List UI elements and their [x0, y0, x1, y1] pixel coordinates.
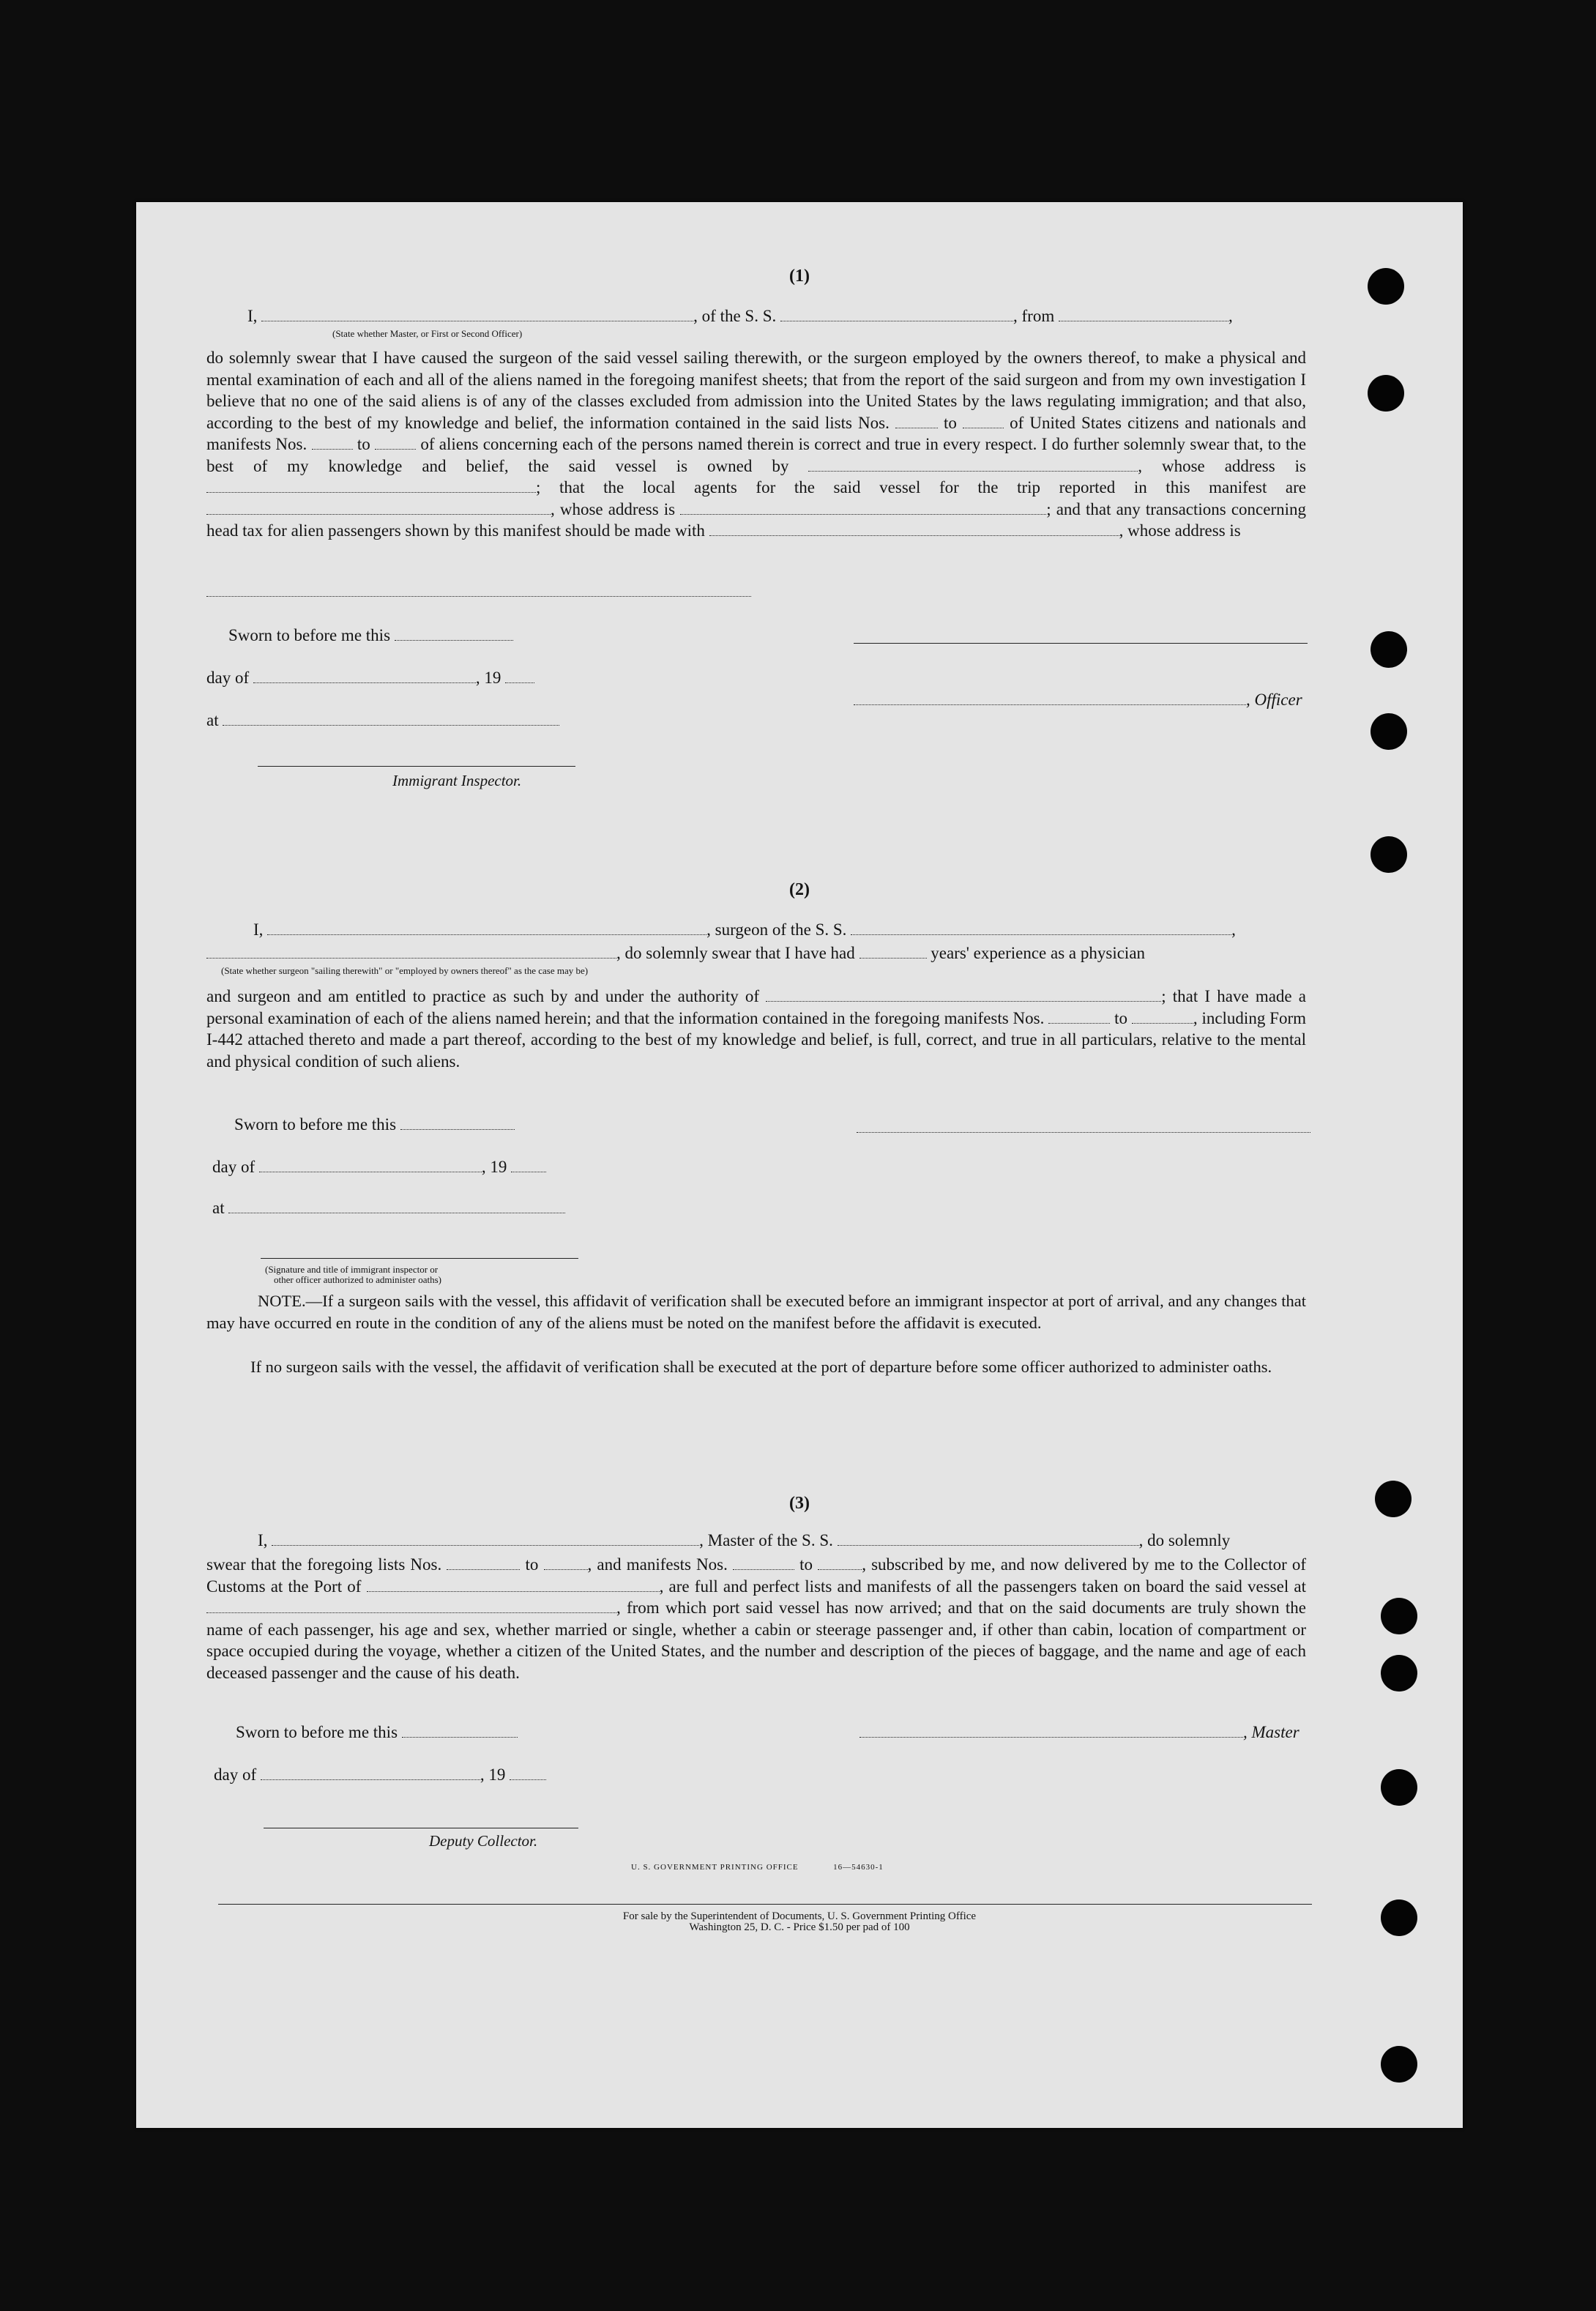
section-2-number: (2): [789, 880, 810, 899]
lists-to-field[interactable]: [544, 1556, 588, 1570]
binder-hole-icon: [1371, 631, 1407, 668]
day-row-2: [212, 1157, 546, 1177]
paragraph-text: to: [1114, 1008, 1127, 1027]
section-3-line-1: [258, 1530, 1230, 1551]
sworn-label: Sworn to before me this: [236, 1723, 398, 1741]
note-paragraph-2: [206, 1356, 1306, 1378]
paragraph-text: , from which port said vessel has now arrived; and that on the said documents are truly shown the name of each passenger, his age and sex, whether married or single, whether a cabin or steerage passenger and, if other than cabin, location of compartment or space occupied during the voyage, whether a citizen of the United States, and the number and description of the pieces of baggage, and the name and age of each deceased passenger and the cause of his death.: [206, 1599, 1306, 1682]
solemnly-label: , do solemnly: [1138, 1531, 1231, 1549]
sale-notice-line-2: Washington 25, D. C. - Price $1.50 per pad of 100: [689, 1921, 910, 1933]
day-of-label: day of: [214, 1765, 257, 1784]
punctuation: ,: [1231, 920, 1236, 939]
departure-port-field[interactable]: [1059, 306, 1228, 321]
day-of-field[interactable]: [259, 1157, 482, 1172]
surgeon-vessel-field[interactable]: [851, 920, 1231, 935]
head-tax-agent-field[interactable]: [709, 522, 1119, 536]
inspector-signature-line[interactable]: [261, 1258, 578, 1259]
label-from: , from: [1013, 307, 1055, 325]
day-row-1: [206, 668, 534, 688]
year-field[interactable]: [511, 1157, 546, 1172]
lists-from-field[interactable]: [447, 1556, 520, 1570]
day-row-3: [214, 1765, 546, 1785]
at-row-1: [206, 710, 559, 731]
binder-hole-icon: [1381, 1769, 1417, 1806]
binder-hole-icon: [1381, 1598, 1417, 1634]
authority-field[interactable]: [766, 988, 1161, 1002]
binder-hole-icon: [1371, 836, 1407, 873]
vessel-name-field[interactable]: [780, 306, 1013, 321]
surgeon-label: , surgeon of the S. S.: [706, 920, 847, 939]
paragraph-text: of aliens concerning each of the persons named therein is correct and true in every respect. I do further solemnly swear that, to the best of my knowledge and belief, the said vessel is owned by: [206, 435, 1307, 475]
master-name-field[interactable]: [272, 1530, 699, 1546]
paragraph-text: to: [525, 1555, 539, 1574]
manifests-to-field[interactable]: [818, 1556, 862, 1570]
local-agents-field[interactable]: [206, 501, 551, 515]
officer-signature-field[interactable]: [854, 690, 1246, 705]
manifests-from-field[interactable]: [1048, 1010, 1110, 1024]
year-label: , 19: [481, 1158, 507, 1176]
experience-label: years' experience as a physician: [931, 944, 1146, 962]
years-experience-field[interactable]: [859, 943, 927, 959]
paragraph-text: ; that the local agents for the said vessel for the trip reported in this manifest are: [536, 478, 1306, 496]
master-label: , Master of the S. S.: [699, 1531, 833, 1549]
surgeon-signature-line[interactable]: [857, 1132, 1310, 1133]
inspector-signature-line[interactable]: [258, 766, 575, 767]
officer-row: [854, 690, 1302, 710]
paragraph-text: to: [944, 413, 957, 432]
sworn-day-field[interactable]: [402, 1722, 518, 1738]
note-text: NOTE.—If a surgeon sails with the vessel, this affidavit of verification shall be executed before an immigrant inspector at port of arrival, and any changes that may have occurred en route in the condition of any of the aliens must be noted on the manifest before the affidavit is executed.: [206, 1292, 1306, 1332]
swear-label: , do solemnly swear that I have had: [616, 944, 855, 962]
paragraph-text: and surgeon and am entitled to practice as such by and under the authority of: [206, 987, 760, 1005]
manifests-from-field[interactable]: [312, 436, 353, 450]
section-2-paragraph: [206, 986, 1306, 1072]
paragraph-text: ; that I have made a personal examination of each of the aliens named herein; and that the information contained in the foregoing manifests Nos.: [206, 987, 1307, 1027]
sworn-day-field[interactable]: [395, 625, 513, 641]
paragraph-text: swear that the foregoing lists Nos.: [206, 1555, 442, 1574]
lists-to-field[interactable]: [963, 414, 1004, 428]
section-1-line-1: [247, 306, 1233, 327]
master-signature-line[interactable]: [854, 643, 1308, 644]
paragraph-text: ; and that any transactions concerning head tax for alien passengers shown by this manifest should be made with: [206, 499, 1307, 540]
at-field[interactable]: [228, 1198, 565, 1213]
surgeon-status-field[interactable]: [206, 943, 616, 959]
sworn-label: Sworn to before me this: [228, 626, 391, 644]
label-i: I,: [258, 1531, 268, 1549]
inspector-title: Immigrant Inspector.: [392, 772, 522, 789]
printing-office-label: U. S. GOVERNMENT PRINTING OFFICE: [631, 1863, 799, 1872]
master-title: , Master: [1243, 1723, 1299, 1741]
sworn-day-field[interactable]: [400, 1114, 515, 1130]
owner-field[interactable]: [808, 458, 1138, 472]
paragraph-text: , including Form I-442 attached thereto and made a part thereof, according to the best of my knowledge and belief, is full, correct, and true in all particulars, relative to the mental and physical condition of such aliens.: [206, 1008, 1307, 1071]
agents-address-field[interactable]: [680, 501, 1046, 515]
section-1-paragraph: [206, 347, 1306, 542]
footer-rule: [218, 1904, 1312, 1905]
binder-hole-icon: [1381, 2046, 1417, 2083]
document-page: [136, 202, 1463, 2128]
master-vessel-field[interactable]: [838, 1530, 1139, 1546]
surgeon-caption: (State whether surgeon "sailing therewith" or "employed by owners thereof" as the case may be): [221, 965, 589, 976]
master-signature-field[interactable]: [859, 1722, 1243, 1738]
section-3-paragraph: [206, 1554, 1306, 1683]
sworn-row-1: [228, 625, 513, 646]
day-of-field[interactable]: [253, 668, 476, 683]
customs-port-field[interactable]: [367, 1578, 660, 1592]
label-i: I,: [247, 307, 258, 325]
embarkation-port-field[interactable]: [206, 1599, 616, 1613]
manifests-to-field[interactable]: [1132, 1010, 1193, 1024]
day-of-field[interactable]: [261, 1765, 480, 1780]
year-label: , 19: [475, 669, 501, 687]
collector-title: Deputy Collector.: [429, 1832, 538, 1850]
day-of-label: day of: [212, 1158, 256, 1176]
paragraph-text: , whose address is: [551, 499, 676, 518]
paragraph-text: to: [799, 1555, 813, 1574]
officer-label: , Officer: [1246, 691, 1302, 709]
officer-name-field[interactable]: [261, 306, 693, 321]
lists-from-field[interactable]: [895, 414, 938, 428]
at-field[interactable]: [223, 710, 559, 726]
binder-hole-icon: [1381, 1655, 1417, 1692]
note-paragraph-1: [206, 1290, 1306, 1333]
binder-hole-icon: [1368, 375, 1404, 412]
day-of-label: day of: [206, 669, 250, 687]
year-label: , 19: [480, 1765, 506, 1784]
signature-caption-2: other officer authorized to administer oaths): [274, 1274, 441, 1285]
at-label: at: [206, 711, 219, 729]
year-field[interactable]: [505, 668, 534, 683]
sworn-row-2: [234, 1114, 515, 1135]
manifests-to-field[interactable]: [375, 436, 416, 450]
master-signature-row: [859, 1722, 1299, 1743]
at-label: at: [212, 1199, 225, 1217]
sworn-row-3: [236, 1722, 518, 1743]
paragraph-text: , and manifests Nos.: [587, 1555, 728, 1574]
binder-hole-icon: [1371, 713, 1407, 750]
paragraph-text: of United States citizens and nationals and manifests Nos.: [206, 413, 1307, 453]
sworn-label: Sworn to before me this: [234, 1115, 397, 1134]
paragraph-text: , are full and perfect lists and manifests of all the passengers taken on board the said vessel at: [659, 1577, 1307, 1596]
printing-office: [631, 1863, 884, 1872]
section-2-line-1: [253, 920, 1236, 940]
punctuation: ,: [1228, 307, 1233, 325]
section-1-number: (1): [789, 267, 810, 286]
manifests-from-field[interactable]: [733, 1556, 794, 1570]
note-text: If no surgeon sails with the vessel, the affidavit of verification shall be executed at the port of departure before some officer authorized to administer oaths.: [250, 1358, 1272, 1376]
sale-notice: [136, 1911, 1463, 1933]
surgeon-name-field[interactable]: [267, 920, 706, 935]
year-field[interactable]: [510, 1765, 546, 1780]
form-code: 16—54630-1: [833, 1863, 884, 1872]
paragraph-text: , whose address is: [1138, 456, 1306, 475]
paragraph-text: do solemnly swear that I have caused the surgeon of the said vessel sailing therewith, or the surgeon employed by the owners thereof, to make a physical and mental examination of each and all of the aliens named in the foregoing manifest sheets; that from the report of the said surgeon and from my own investigation I believe that no one of the said aliens is of any of the classes excluded from admission into the United States by the laws regulating immigration; and that also, according to the best of my knowledge and belief, the information contained in the said lists Nos.: [206, 349, 1306, 432]
label-of-ss: , of the S. S.: [693, 307, 777, 325]
officer-caption: (State whether Master, or First or Second Officer): [332, 328, 523, 339]
paragraph-text: to: [357, 435, 370, 453]
owner-address-field[interactable]: [206, 479, 536, 493]
at-row-2: [212, 1198, 565, 1218]
sale-notice-line-1: For sale by the Superintendent of Documents, U. S. Government Printing Office: [622, 1910, 977, 1922]
label-i: I,: [253, 920, 264, 939]
signature-caption-1: (Signature and title of immigrant inspector or: [265, 1264, 439, 1275]
head-tax-address-field[interactable]: [206, 596, 751, 597]
paragraph-text: , subscribed by me, and now delivered by me to the Collector of Customs at the Port of: [206, 1555, 1307, 1596]
section-3-number: (3): [789, 1494, 810, 1513]
section-2-line-2: [206, 943, 1145, 964]
paragraph-text: , whose address is: [1119, 521, 1241, 540]
